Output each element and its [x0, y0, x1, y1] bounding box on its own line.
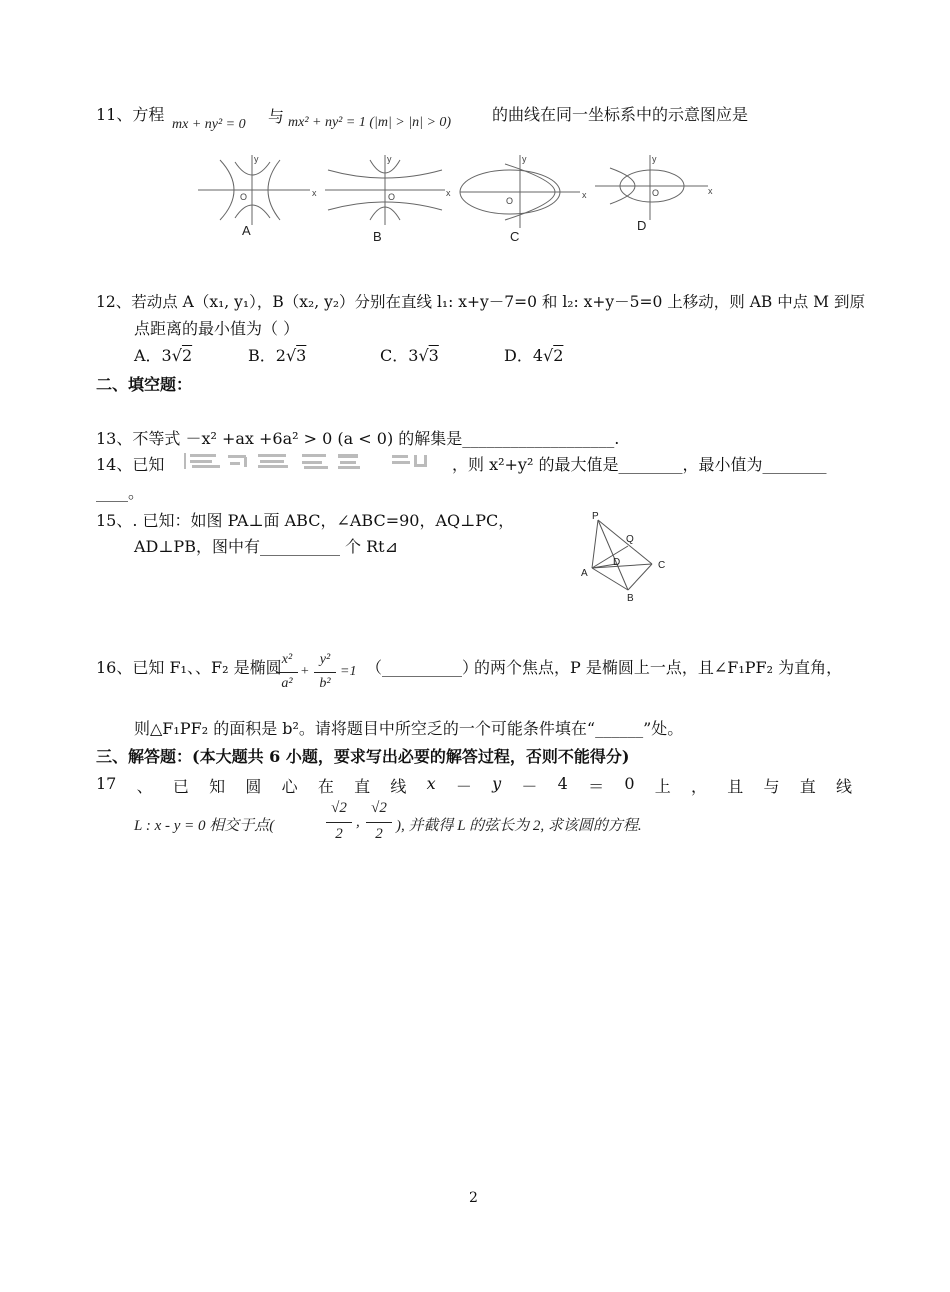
q16-prefix: 16、已知 F₁、、F₂ 是椭圆	[96, 658, 282, 677]
fig-label-q: Q	[626, 534, 634, 545]
q16-frac2-bar	[314, 672, 336, 673]
q17-frac1-bar	[326, 822, 352, 823]
q17-char: 且	[727, 777, 744, 796]
q17-char: 直	[354, 777, 371, 796]
q15-pyramid-figure	[576, 508, 676, 606]
graph-a-x-label: x	[312, 188, 317, 198]
q14-tail: ____。	[96, 483, 145, 502]
q16-blank: （__________）	[366, 658, 479, 677]
q16-suffix: 的两个焦点，P 是椭圆上一点，且∠F₁PF₂ 为直角，	[474, 658, 843, 677]
graph-b-y-label: y	[387, 154, 392, 164]
q12-option-a-radicand: 2	[181, 346, 193, 365]
q12-option-d-label: D．4	[504, 346, 544, 365]
q17-frac2-bar	[366, 822, 392, 823]
q11-equation-1: mx + ny² = 0	[172, 117, 246, 132]
graph-d-y-label: y	[652, 154, 657, 164]
q17-char: －	[455, 777, 472, 796]
q17-char: 心	[281, 777, 298, 796]
fig-label-b: B	[627, 593, 634, 604]
q16-frac1-bar	[276, 672, 298, 673]
section-answer-title: 三、解答题：(本大题共 6 小题，要求写出必要的解答过程，否则不能得分)	[96, 747, 630, 766]
q13-text: 13、不等式 －x² +ax +6a² > 0 (a < 0) 的解集是___________________.	[96, 429, 620, 448]
q12-option-c-radicand: 3	[428, 346, 439, 365]
q17-frac2-num: √2	[371, 800, 387, 816]
graph-a-y-label: y	[254, 154, 259, 164]
q17-frac2-den: 2	[375, 826, 383, 842]
q17-char: 线	[835, 777, 852, 796]
q17-char: 在	[317, 777, 334, 796]
q17-char: 上	[654, 777, 671, 796]
q17-char: ＝	[588, 777, 605, 796]
graph-c-x-label: x	[582, 190, 587, 200]
q12-option-a: A．3√2	[134, 346, 193, 365]
page-number: 2	[469, 1190, 478, 1206]
graph-b-label: B	[373, 229, 382, 244]
q17-char: 与	[763, 777, 780, 796]
q16-plus: +	[300, 664, 310, 679]
q14-prefix: 14、已知	[96, 455, 165, 474]
graph-d-label: D	[637, 218, 647, 233]
q12-option-d-radicand: 2	[553, 346, 564, 365]
q17-frac1-num: √2	[331, 800, 347, 816]
q12-option-d: D．4√2	[504, 346, 564, 365]
fig-label-p: P	[592, 511, 599, 522]
q17-comma: ,	[356, 814, 360, 830]
q17-char: ，	[690, 777, 707, 796]
graph-d-x-label: x	[708, 186, 713, 196]
q12-option-c-label: C．3	[380, 346, 419, 365]
q12-option-b: B．2√3	[248, 346, 307, 365]
q11-equation-2: mx² + ny² = 1 (|m| > |n| > 0)	[288, 115, 452, 130]
graph-d-origin: O	[652, 188, 660, 198]
q15-line-2: AD⊥PB，图中有__________ 个 Rt⊿	[134, 537, 399, 556]
fig-label-d: D	[613, 557, 621, 568]
q17-char: 17	[96, 774, 117, 793]
q17-char: 、	[136, 777, 153, 796]
graph-c-origin: O	[506, 196, 514, 206]
q16-frac1-den: a²	[281, 676, 293, 691]
graph-c-label: C	[510, 229, 520, 244]
section-fill-in-title: 二、填空题：	[96, 375, 193, 394]
q17-line-1	[96, 774, 852, 797]
q12-line-1: 12、若动点 A（x₁, y₁），B（x₂, y₂）分别在直线 l₁: x+y－7=0 和 l₂: x+y－5=0 上移动，则 AB 中点 M 到原	[96, 293, 865, 311]
q17-line-2-suffix: ), 并截得 L 的弦长为 2, 求该圆的方程.	[396, 818, 642, 834]
q14-suffix: ，则 x²+y² 的最大值是________，最小值为________	[452, 455, 827, 474]
q17-frac1-den: 2	[335, 826, 343, 842]
q15-line-1: 15、. 已知：如图 PA⊥面 ABC，∠ABC=90，AQ⊥PC，	[96, 511, 515, 530]
q16-equals: =1	[340, 664, 357, 679]
graph-a-origin: O	[240, 192, 248, 202]
q12-option-a-label: A．3	[134, 346, 172, 365]
q11-question-tail: 的曲线在同一坐标系中的示意图应是	[492, 105, 749, 124]
fig-label-a: A	[581, 568, 588, 579]
q12-option-b-radicand: 3	[296, 346, 307, 365]
q17-char: 线	[390, 777, 407, 796]
q17-char: 知	[209, 777, 226, 796]
q16-line-2: 则△F₁PF₂ 的面积是 b²。请将题目中所空乏的一个可能条件填在“______”处。	[134, 719, 684, 738]
q17-char: 圆	[245, 777, 262, 796]
q17-char: 直	[799, 777, 816, 796]
q17-char: －	[521, 777, 538, 796]
q12-option-b-label: B．2	[248, 346, 286, 365]
graph-a-label: A	[242, 223, 251, 238]
q16-frac1-num: x²	[281, 652, 293, 667]
q11-connector: 与	[268, 107, 285, 126]
q16-frac2-den: b²	[319, 676, 331, 691]
q11-number: 11、方程	[96, 105, 165, 124]
q17-char: 已	[172, 777, 189, 796]
fig-label-c: C	[658, 560, 666, 571]
q17-char: 0	[624, 774, 635, 793]
q14-garbled-condition-image	[180, 450, 450, 472]
graph-b-origin: O	[388, 192, 396, 202]
q16-frac2-num: y²	[319, 652, 331, 667]
q12-option-c: C．3√3	[380, 346, 439, 365]
q17-char: x	[426, 774, 436, 793]
q17-char: y	[492, 774, 502, 793]
q11-graphs	[190, 150, 720, 250]
graph-b-x-label: x	[446, 188, 451, 198]
graph-c-y-label: y	[522, 154, 527, 164]
q17-line-2-prefix: L : x - y = 0 相交于点(	[134, 818, 275, 834]
q12-line-2: 点距离的最小值为（ ）	[134, 319, 300, 338]
q17-char: 4	[557, 774, 568, 793]
